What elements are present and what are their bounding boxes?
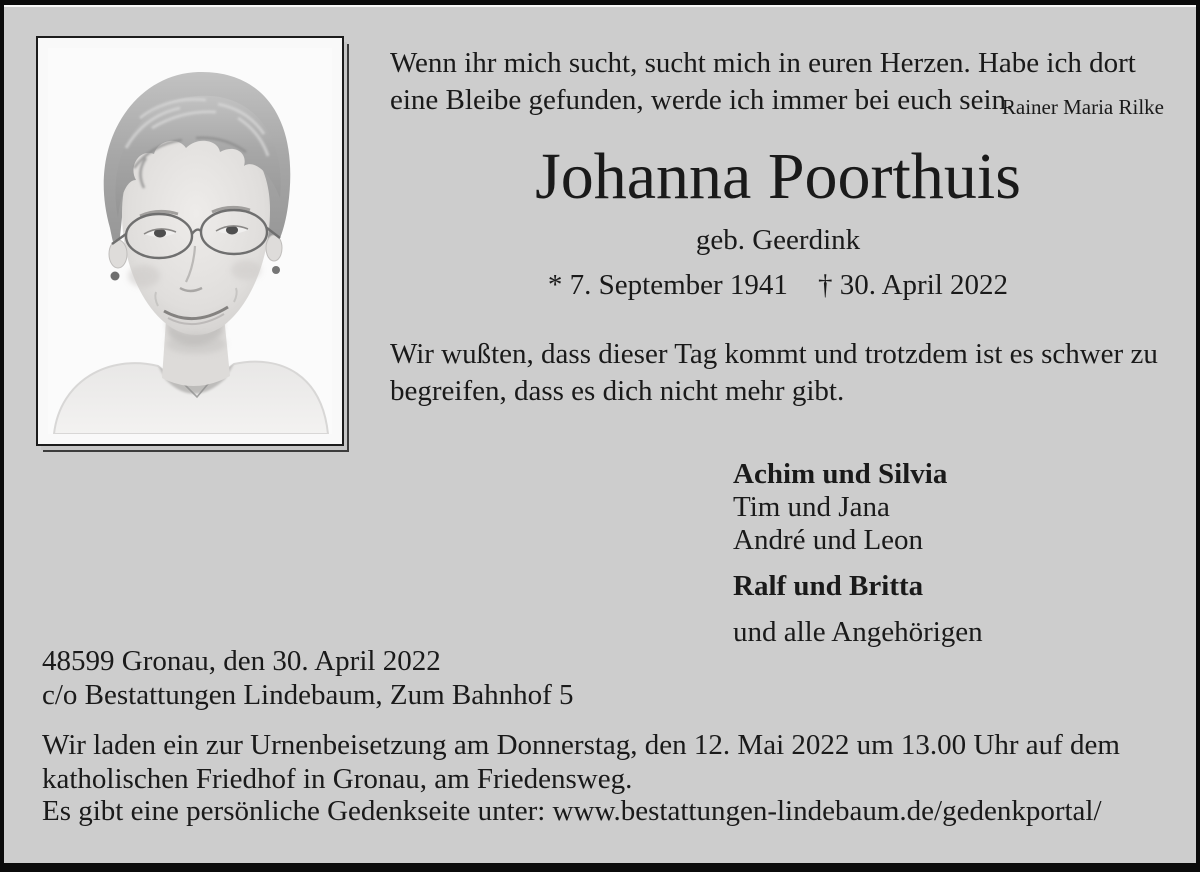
- memorial-page-note: [42, 794, 1102, 828]
- mourner-line: Ralf und Britta: [733, 570, 924, 602]
- funeral-line-1: Wir laden ein zur Urnenbeisetzung am Donnerstag, den 12. Mai 2022 um 13.00 Uhr auf dem: [42, 729, 1120, 761]
- memorial-text: Es gibt eine persönliche Gedenkseite unter: www.bestattungen-lindebaum.de/gedenkportal/: [42, 795, 1102, 827]
- death-date: † 30. April 2022: [817, 269, 1009, 301]
- funeral-line-2: katholischen Friedhof in Gronau, am Friedensweg.: [42, 763, 633, 795]
- mourner-line: Achim und Silvia: [733, 458, 948, 490]
- maiden-name: geb. Geerdink: [695, 224, 861, 256]
- photo-frame: [36, 36, 344, 446]
- address-line-1: 48599 Gronau, den 30. April 2022: [42, 645, 441, 677]
- funeral-invitation: [42, 728, 1120, 796]
- message-line-2: begreifen, dass es dich nicht mehr gibt.: [390, 375, 845, 407]
- portrait-photo: [48, 48, 332, 434]
- earring-right: [272, 266, 280, 274]
- mourners-closing: und alle Angehörigen: [733, 616, 983, 648]
- mourner-line: Tim und Jana: [733, 491, 890, 523]
- earring-left: [111, 272, 120, 281]
- life-dates: [390, 269, 1166, 302]
- mourner-line: André und Leon: [733, 524, 924, 556]
- condolence-message: [390, 336, 1180, 410]
- deceased-name: Johanna Poorthuis: [535, 140, 1021, 213]
- mourners-list: [733, 458, 983, 649]
- birth-date: * 7. September 1941: [547, 269, 788, 301]
- quote-attribution: Rainer Maria Rilke: [1001, 95, 1164, 119]
- quote-line-2: eine Bleibe gefunden, werde ich immer bei euch sein.: [390, 84, 1014, 116]
- portrait-illustration: [48, 48, 332, 434]
- message-line-1: Wir wußten, dass dieser Tag kommt und trotzdem ist es schwer zu: [390, 338, 1158, 370]
- address-block: [42, 644, 574, 712]
- quote-line-1: Wenn ihr mich sucht, sucht mich in euren Herzen. Habe ich dort: [390, 47, 1136, 79]
- address-line-2: c/o Bestattungen Lindebaum, Zum Bahnhof 5: [42, 679, 574, 711]
